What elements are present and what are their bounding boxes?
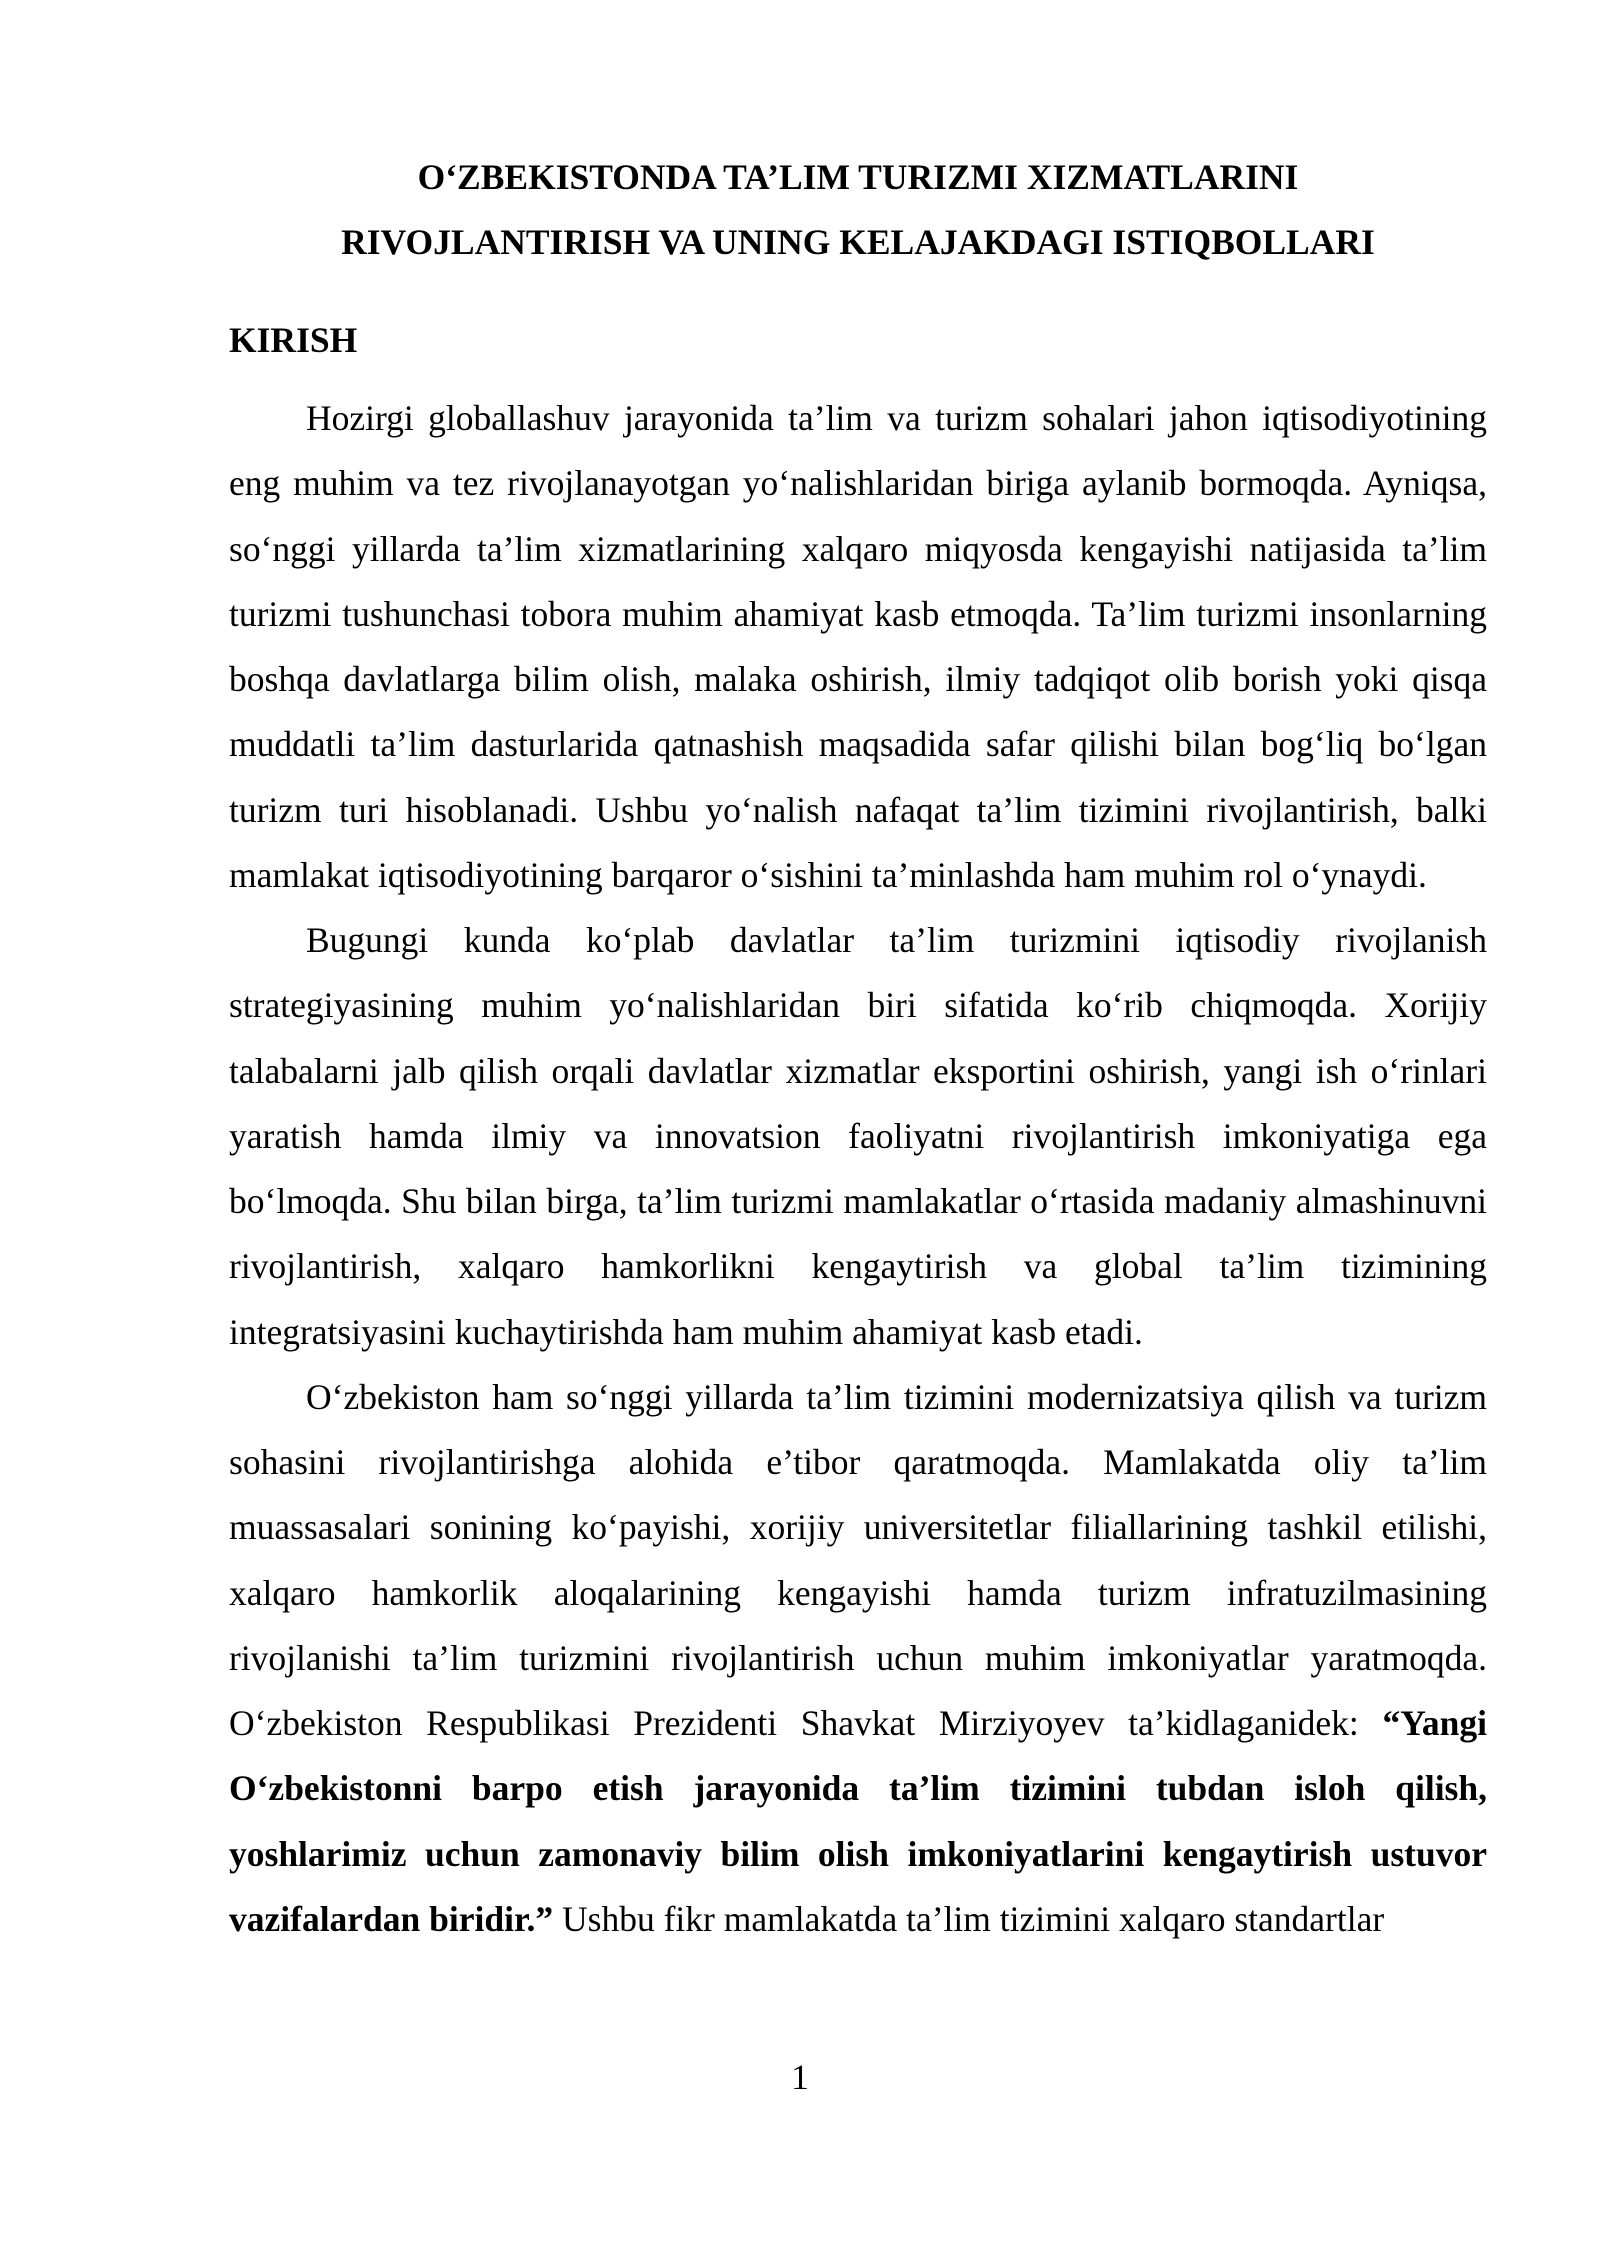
- paragraph-3-intro: O‘zbekiston ham so‘nggi yillarda ta’lim tizimini modernizatsiya qilish va turizm sohasini rivojlantirishga alohida e’tibor qaratmoqda. Mamlakatda oliy ta’lim muassasalari sonining ko‘payishi, xorijiy universitetlar filiallarining tashkil etilishi, xalqaro hamkorlik aloqalarining kengayishi hamda turizm infratuzilmasining rivojlanishi ta’lim turizmini rivojlantirish uchun muhim imkoniyatlar yaratmoqda. O‘zbekiston Respublikasi Prezidenti Shavkat Mirziyoyev ta’kidlaganidek:: [229, 1376, 1487, 1743]
- page-number: 1: [791, 2057, 809, 2097]
- section-heading: KIRISH: [229, 320, 358, 360]
- title-line-2: RIVOJLANTIRISH VA UNING KELAJAKDAGI ISTIQBOLLARI: [341, 222, 1375, 262]
- president-quote: “Yangi O‘zbekistonni barpo etish jarayonida ta’lim tizimini tubdan isloh qilish, yoshlarimiz uchun zamonaviy bilim olish imkoniyatlarini kengaytirish ustuvor vazifalardan biridir.”: [229, 1703, 1487, 1939]
- paragraph-2: Bugungi kunda ko‘plab davlatlar ta’lim turizmini iqtisodiy rivojlanish strategiyasining muhim yo‘nalishlaridan biri sifatida ko‘rib chiqmoqda. Xorijiy talabalarni jalb qilish orqali davlatlar xizmatlar eksportini oshirish, yangi ish o‘rinlari yaratish hamda ilmiy va innovatsion faoliyatni rivojlantirish imkoniyatiga ega bo‘lmoqda. Shu bilan birga, ta’lim turizmi mamlakatlar o‘rtasida madaniy almashinuvni rivojlantirish, xalqaro hamkorlikni kengaytirish va global ta’lim tizimining integratsiyasini kuchaytirishda ham muhim ahamiyat kasb etadi.: [229, 920, 1487, 1352]
- title-line-1: O‘ZBEKISTONDA TA’LIM TURIZMI XIZMATLARINI: [417, 157, 1299, 197]
- paragraph-3-outro: Ushbu fikr mamlakatda ta’lim tizimini xalqaro standartlar: [553, 1898, 1385, 1939]
- document-title: [229, 145, 1487, 275]
- paragraph-3: [229, 1365, 1487, 1952]
- paragraph-1: Hozirgi globallashuv jarayonida ta’lim va turizm sohalari jahon iqtisodiyotining eng muhim va tez rivojlanayotgan yo‘nalishlaridan biriga aylanib bormoqda. Ayniqsa, so‘nggi yillarda ta’lim xizmatlarining xalqaro miqyosda kengayishi natijasida ta’lim turizmi tushunchasi tobora muhim ahamiyat kasb etmoqda. Ta’lim turizmi insonlarning boshqa davlatlarga bilim olish, malaka oshirish, ilmiy tadqiqot olib borish yoki qisqa muddatli ta’lim dasturlarida qatnashish maqsadida safar qilishi bilan bog‘liq bo‘lgan turizm turi hisoblanadi. Ushbu yo‘nalish nafaqat ta’lim tizimini rivojlantirish, balki mamlakat iqtisodiyotining barqaror o‘sishini ta’minlashda ham muhim rol o‘ynaydi.: [229, 398, 1487, 895]
- page-body: [229, 145, 1487, 1952]
